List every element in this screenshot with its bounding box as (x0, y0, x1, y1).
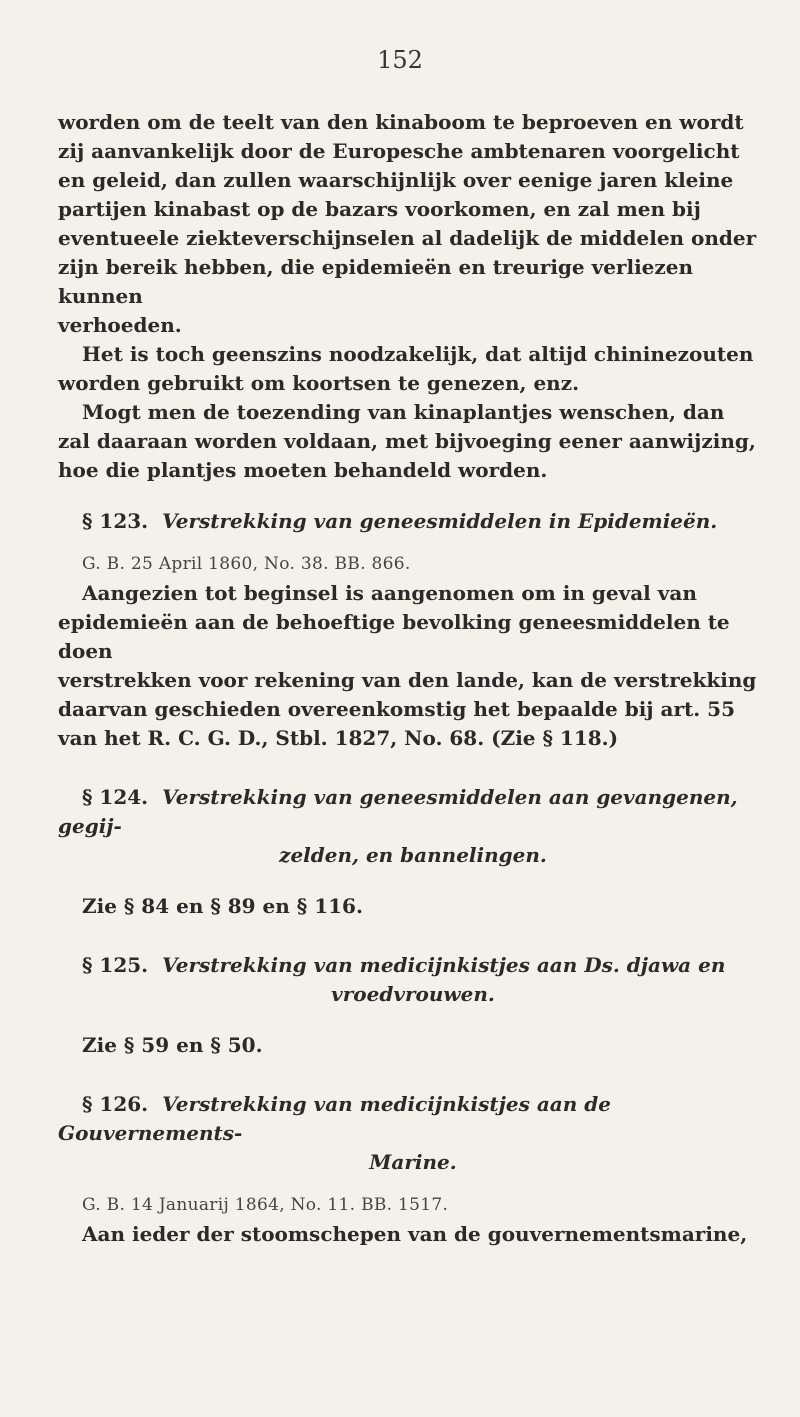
text-line: Aangezien tot beginsel is aangenomen om in geval van (82, 581, 697, 605)
text-line: worden gebruikt om koortsen te genezen, enz. (58, 371, 580, 395)
section-title: Verstrekking van medicijnkistjes aan Ds. djawa en (162, 953, 726, 977)
text-line: zal daaraan worden voldaan, met bijvoeging eener aanwijzing, (58, 429, 756, 453)
text-line: Het is toch geenszins noodzakelijk, dat altijd chininezouten (82, 342, 754, 366)
text-line: partijen kinabast op de bazars voorkomen, en zal men bij (58, 197, 701, 221)
cross-reference: Zie § 59 en § 50. (82, 1033, 263, 1057)
text-line: verhoeden. (58, 313, 182, 337)
text-line: daarvan geschieden overeenkomstig het bepaalde bij art. 55 (58, 697, 735, 721)
page-number: 152 (377, 46, 423, 74)
text-line: en geleid, dan zullen waarschijnlijk over eenige jaren kleine (58, 168, 734, 192)
section-title-continued: zelden, en bannelingen. (279, 843, 547, 867)
section-heading-126 (58, 1090, 768, 1177)
section-heading-124 (58, 783, 768, 870)
section-title: Verstrekking van geneesmiddelen aan gevangenen, gegij- (58, 785, 738, 838)
section-title-continued: vroedvrouwen. (331, 982, 495, 1006)
decree-reference: G. B. 25 April 1860, No. 38. BB. 866. (82, 554, 411, 574)
section-number: § 124. (82, 785, 149, 809)
section-number: § 126. (82, 1092, 149, 1116)
section-title: Verstrekking van medicijnkistjes aan de Gouvernements- (58, 1092, 611, 1145)
page-body (58, 108, 768, 1249)
section-title: Verstrekking van geneesmiddelen in Epidemieën. (162, 509, 718, 533)
cross-reference: Zie § 84 en § 89 en § 116. (82, 894, 363, 918)
decree-reference: G. B. 14 Januarij 1864, No. 11. BB. 1517. (82, 1195, 449, 1215)
text-line: zijn bereik hebben, die epidemieën en treurige verliezen kunnen (58, 255, 694, 308)
paragraph-kinaplantjes (58, 398, 768, 485)
text-line: verstrekken voor rekening van den lande, kan de verstrekking (58, 668, 757, 692)
paragraph-continuation (58, 108, 768, 340)
text-line: eventueele ziekteverschijnselen al dadelijk de middelen onder (58, 226, 757, 250)
section-heading-125 (58, 951, 768, 1009)
section-126-body (58, 1220, 768, 1249)
section-heading-123 (58, 507, 768, 536)
section-number: § 125. (82, 953, 149, 977)
text-line: Mogt men de toezending van kinaplantjes wenschen, dan (82, 400, 725, 424)
text-line: epidemieën aan de behoeftige bevolking geneesmiddelen te doen (58, 610, 730, 663)
section-title-continued: Marine. (369, 1150, 457, 1174)
section-number: § 123. (82, 509, 149, 533)
text-line: hoe die plantjes moeten behandeld worden. (58, 458, 548, 482)
section-123-body (58, 579, 768, 753)
text-line: worden om de teelt van den kinaboom te beproeven en wordt (58, 110, 744, 134)
paragraph-chinine (58, 340, 768, 398)
text-line: van het R. C. G. D., Stbl. 1827, No. 68. (Zie § 118.) (58, 726, 619, 750)
text-line: zij aanvankelijk door de Europesche ambtenaren voorgelicht (58, 139, 740, 163)
text-line: Aan ieder der stoomschepen van de gouvernementsmarine, (82, 1222, 748, 1246)
